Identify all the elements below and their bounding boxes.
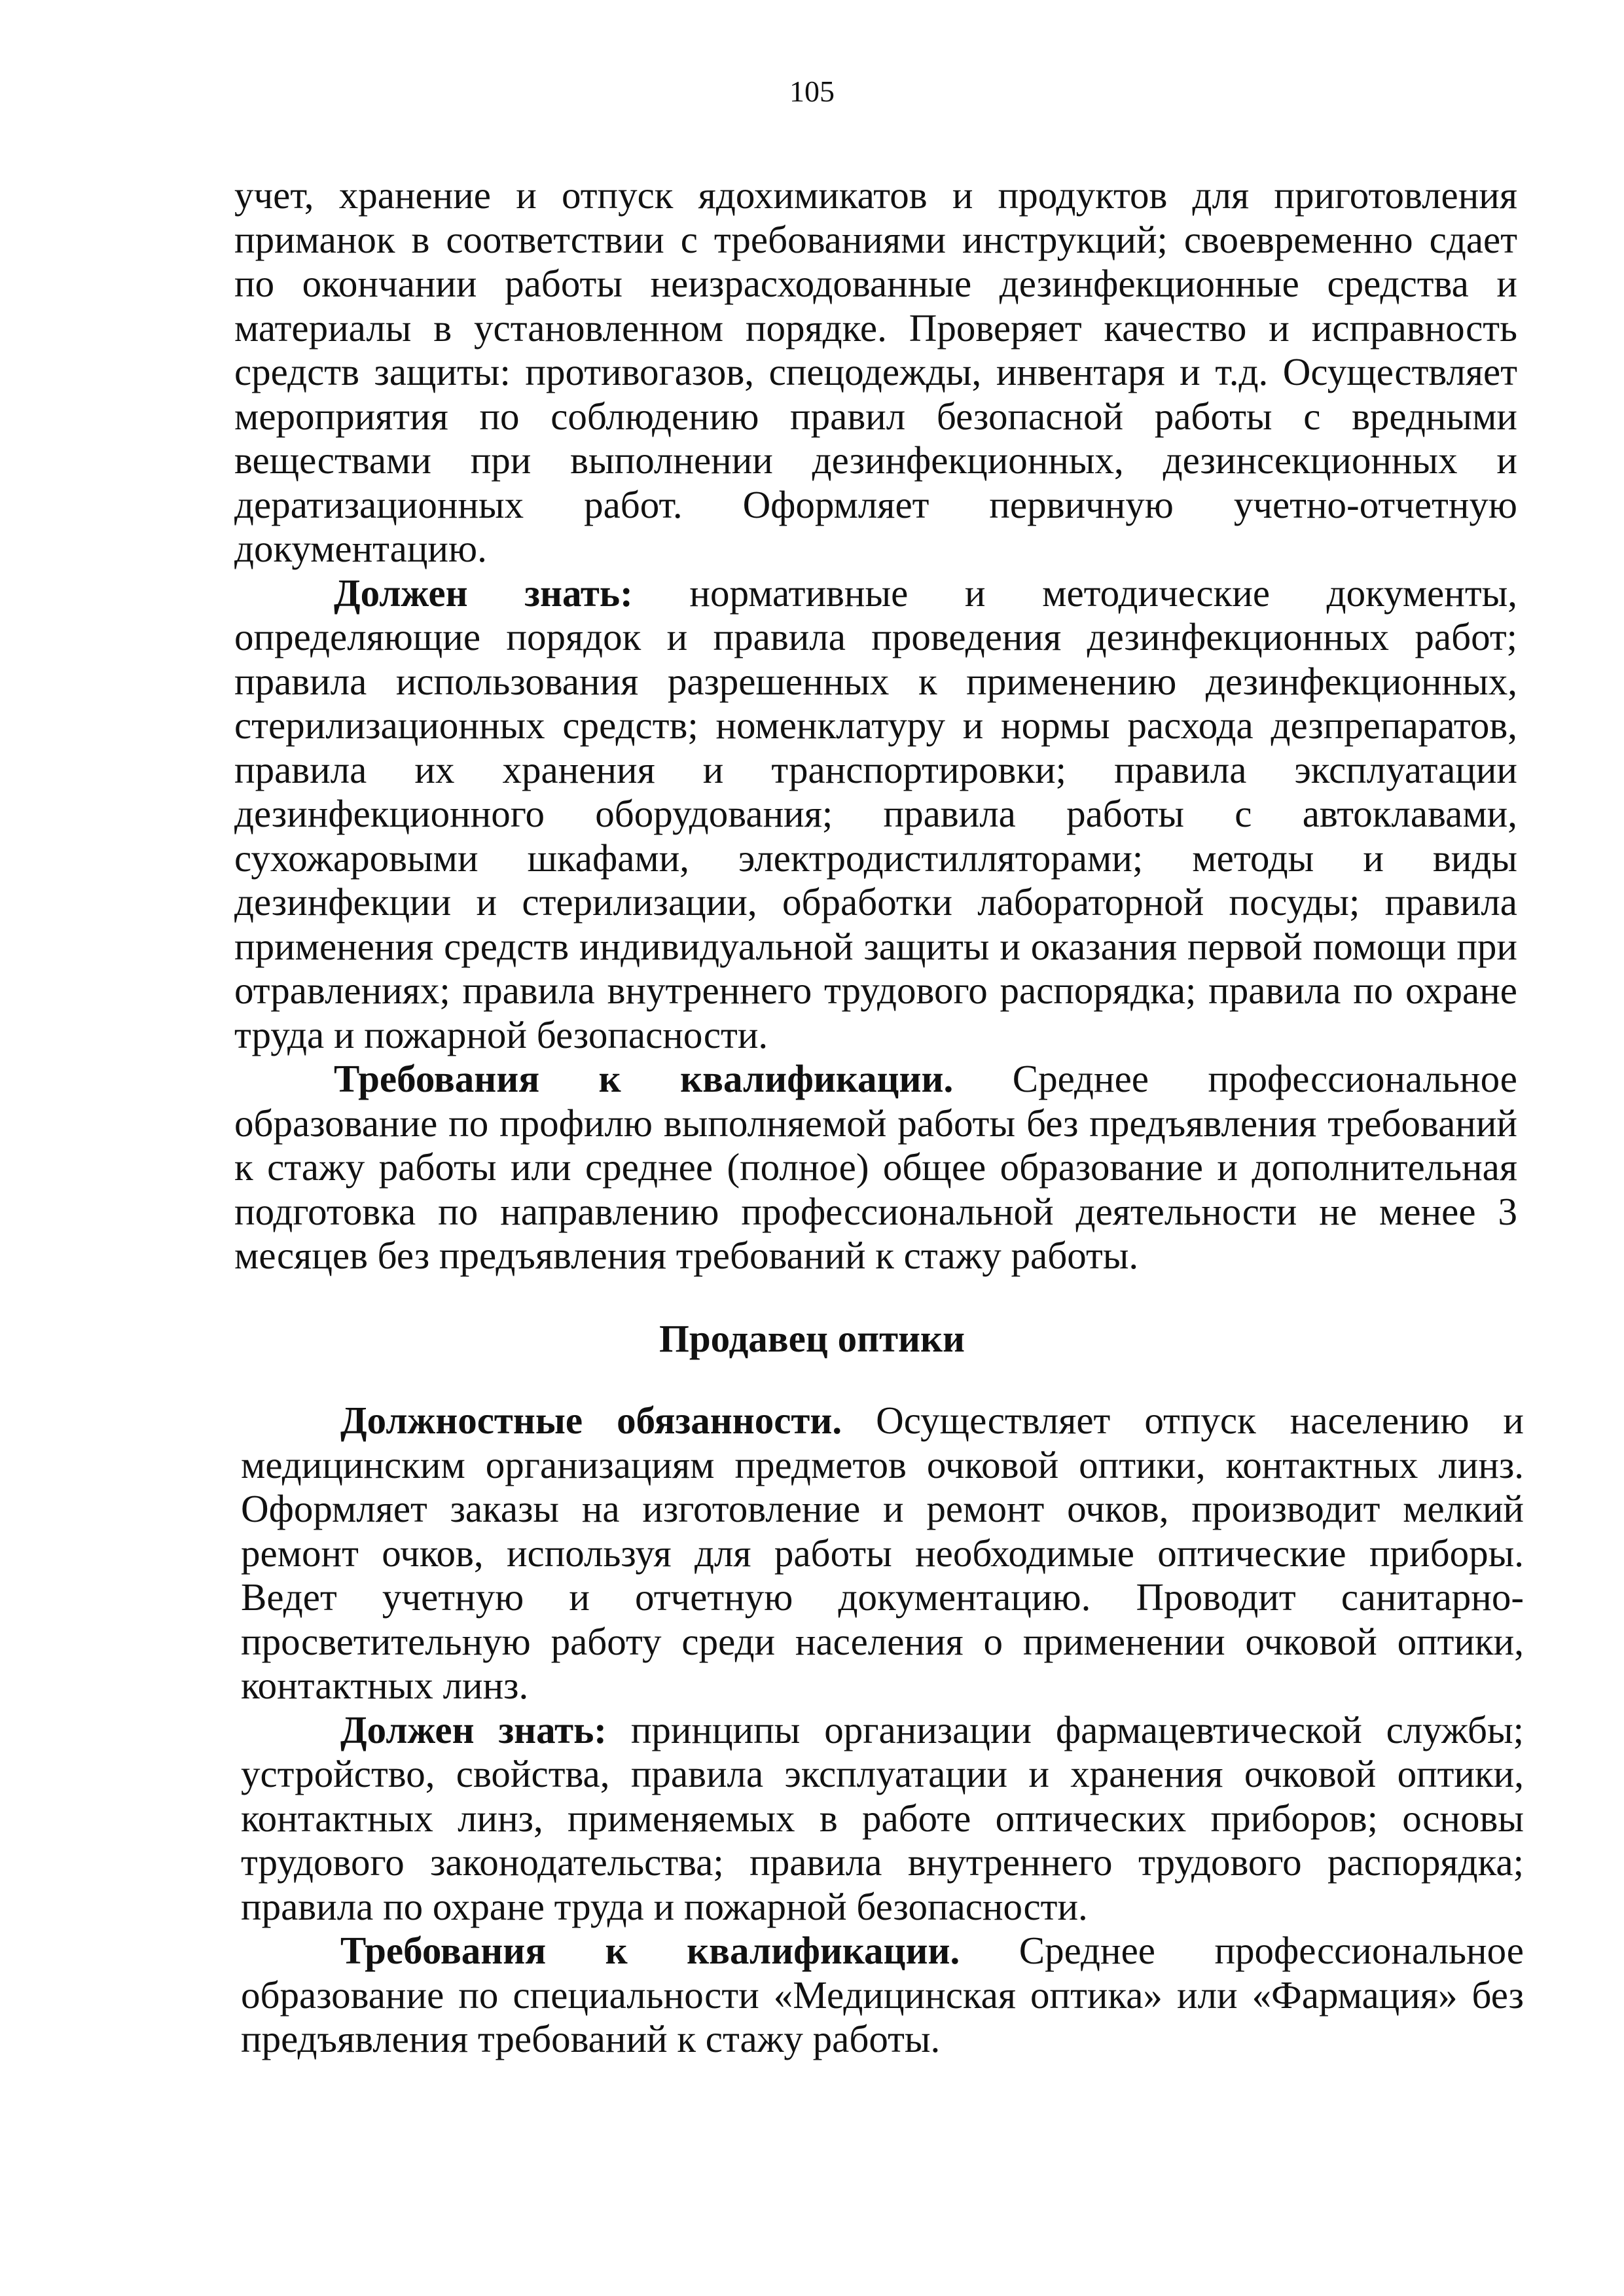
knowledge-paragraph (241, 1708, 1524, 1929)
continued-section (234, 173, 1517, 1278)
section-title: Продавец оптики (659, 1317, 965, 1360)
knowledge-text: принципы организации фармацевтической службы; устройство, свойства, правила эксплуатации и хранения очковой оптики, контактных линз, применяемых в работе оптических приборов; основы трудового законодательства; правила внутреннего трудового распорядка; правила по охране труда и пожарной безопасности. (241, 1708, 1525, 1928)
page-number: 105 (789, 75, 835, 108)
duties-continuation: учет, хранение и отпуск ядохимикатов и продуктов для приготовления приманок в соответствии с требованиями инструкций; своевременно сдает по окончании работы неизрасходованные дезинфекционные средства и материалы в установленном порядке. Проверяет качество и исправность средств защиты: противогазов, спецодежды, инвентаря и т.д. Осуществляет мероприятия по соблюдению правил безопасной работы с вредными веществами при выполнении дезинфекционных, дезинсекционных и дератизационных работ. Оформляет первичную учетно-отчетную документацию. (234, 173, 1517, 570)
requirements-paragraph (241, 1929, 1524, 2062)
requirements-text: Среднее профессиональное образование по профилю выполняемой работы без предъявления требований к стажу работы или среднее (полное) общее образование и дополнительная подготовка по направлению профессиональной деятельности не менее 3 месяцев без предъявления требований к стажу работы. (234, 1057, 1517, 1277)
optics-seller-section (241, 1399, 1524, 2062)
duties-label: Должностные обязанности. (340, 1399, 842, 1442)
duties-paragraph (241, 1399, 1524, 1708)
duties-text: Осуществляет отпуск населению и медицинским организациям предметов очковой оптики, контактных линз. Оформляет заказы на изготовление и ремонт очков, производит мелкий ремонт очков, используя для работы необходимые оптические приборы. Ведет учетную и отчетную документацию. Проводит санитарно-просветительную работу среди населения о применении очковой оптики, контактных линз. (241, 1399, 1524, 1707)
requirements-label: Требования к квалификации. (340, 1929, 960, 1972)
knowledge-paragraph (234, 571, 1517, 1058)
knowledge-label: Должен знать: (340, 1708, 607, 1751)
requirements-text: Среднее профессиональное образование по специальности «Медицинская оптика» или «Фармация» без предъявления требований к стажу работы. (241, 1929, 1524, 2060)
requirements-label: Требования к квалификации. (334, 1057, 954, 1100)
knowledge-label: Должен знать: (334, 571, 633, 615)
knowledge-text: нормативные и методические документы, определяющие порядок и правила проведения дезинфекционных работ; правила использования разрешенных к применению дезинфекционных, стерилизационных средств; номенклатуру и нормы расхода дезпрепаратов, правила их хранения и транспортировки; правила эксплуатации дезинфекционного оборудования; правила работы с автоклавами, сухожаровыми шкафами, электродистилляторами; методы и виды дезинфекции и стерилизации, обработки лабораторной посуды; правила применения средств индивидуальной защиты и оказания первой помощи при отравлениях; правила внутреннего трудового распорядка; правила по охране труда и пожарной безопасности. (234, 571, 1517, 1056)
requirements-paragraph (234, 1057, 1517, 1278)
